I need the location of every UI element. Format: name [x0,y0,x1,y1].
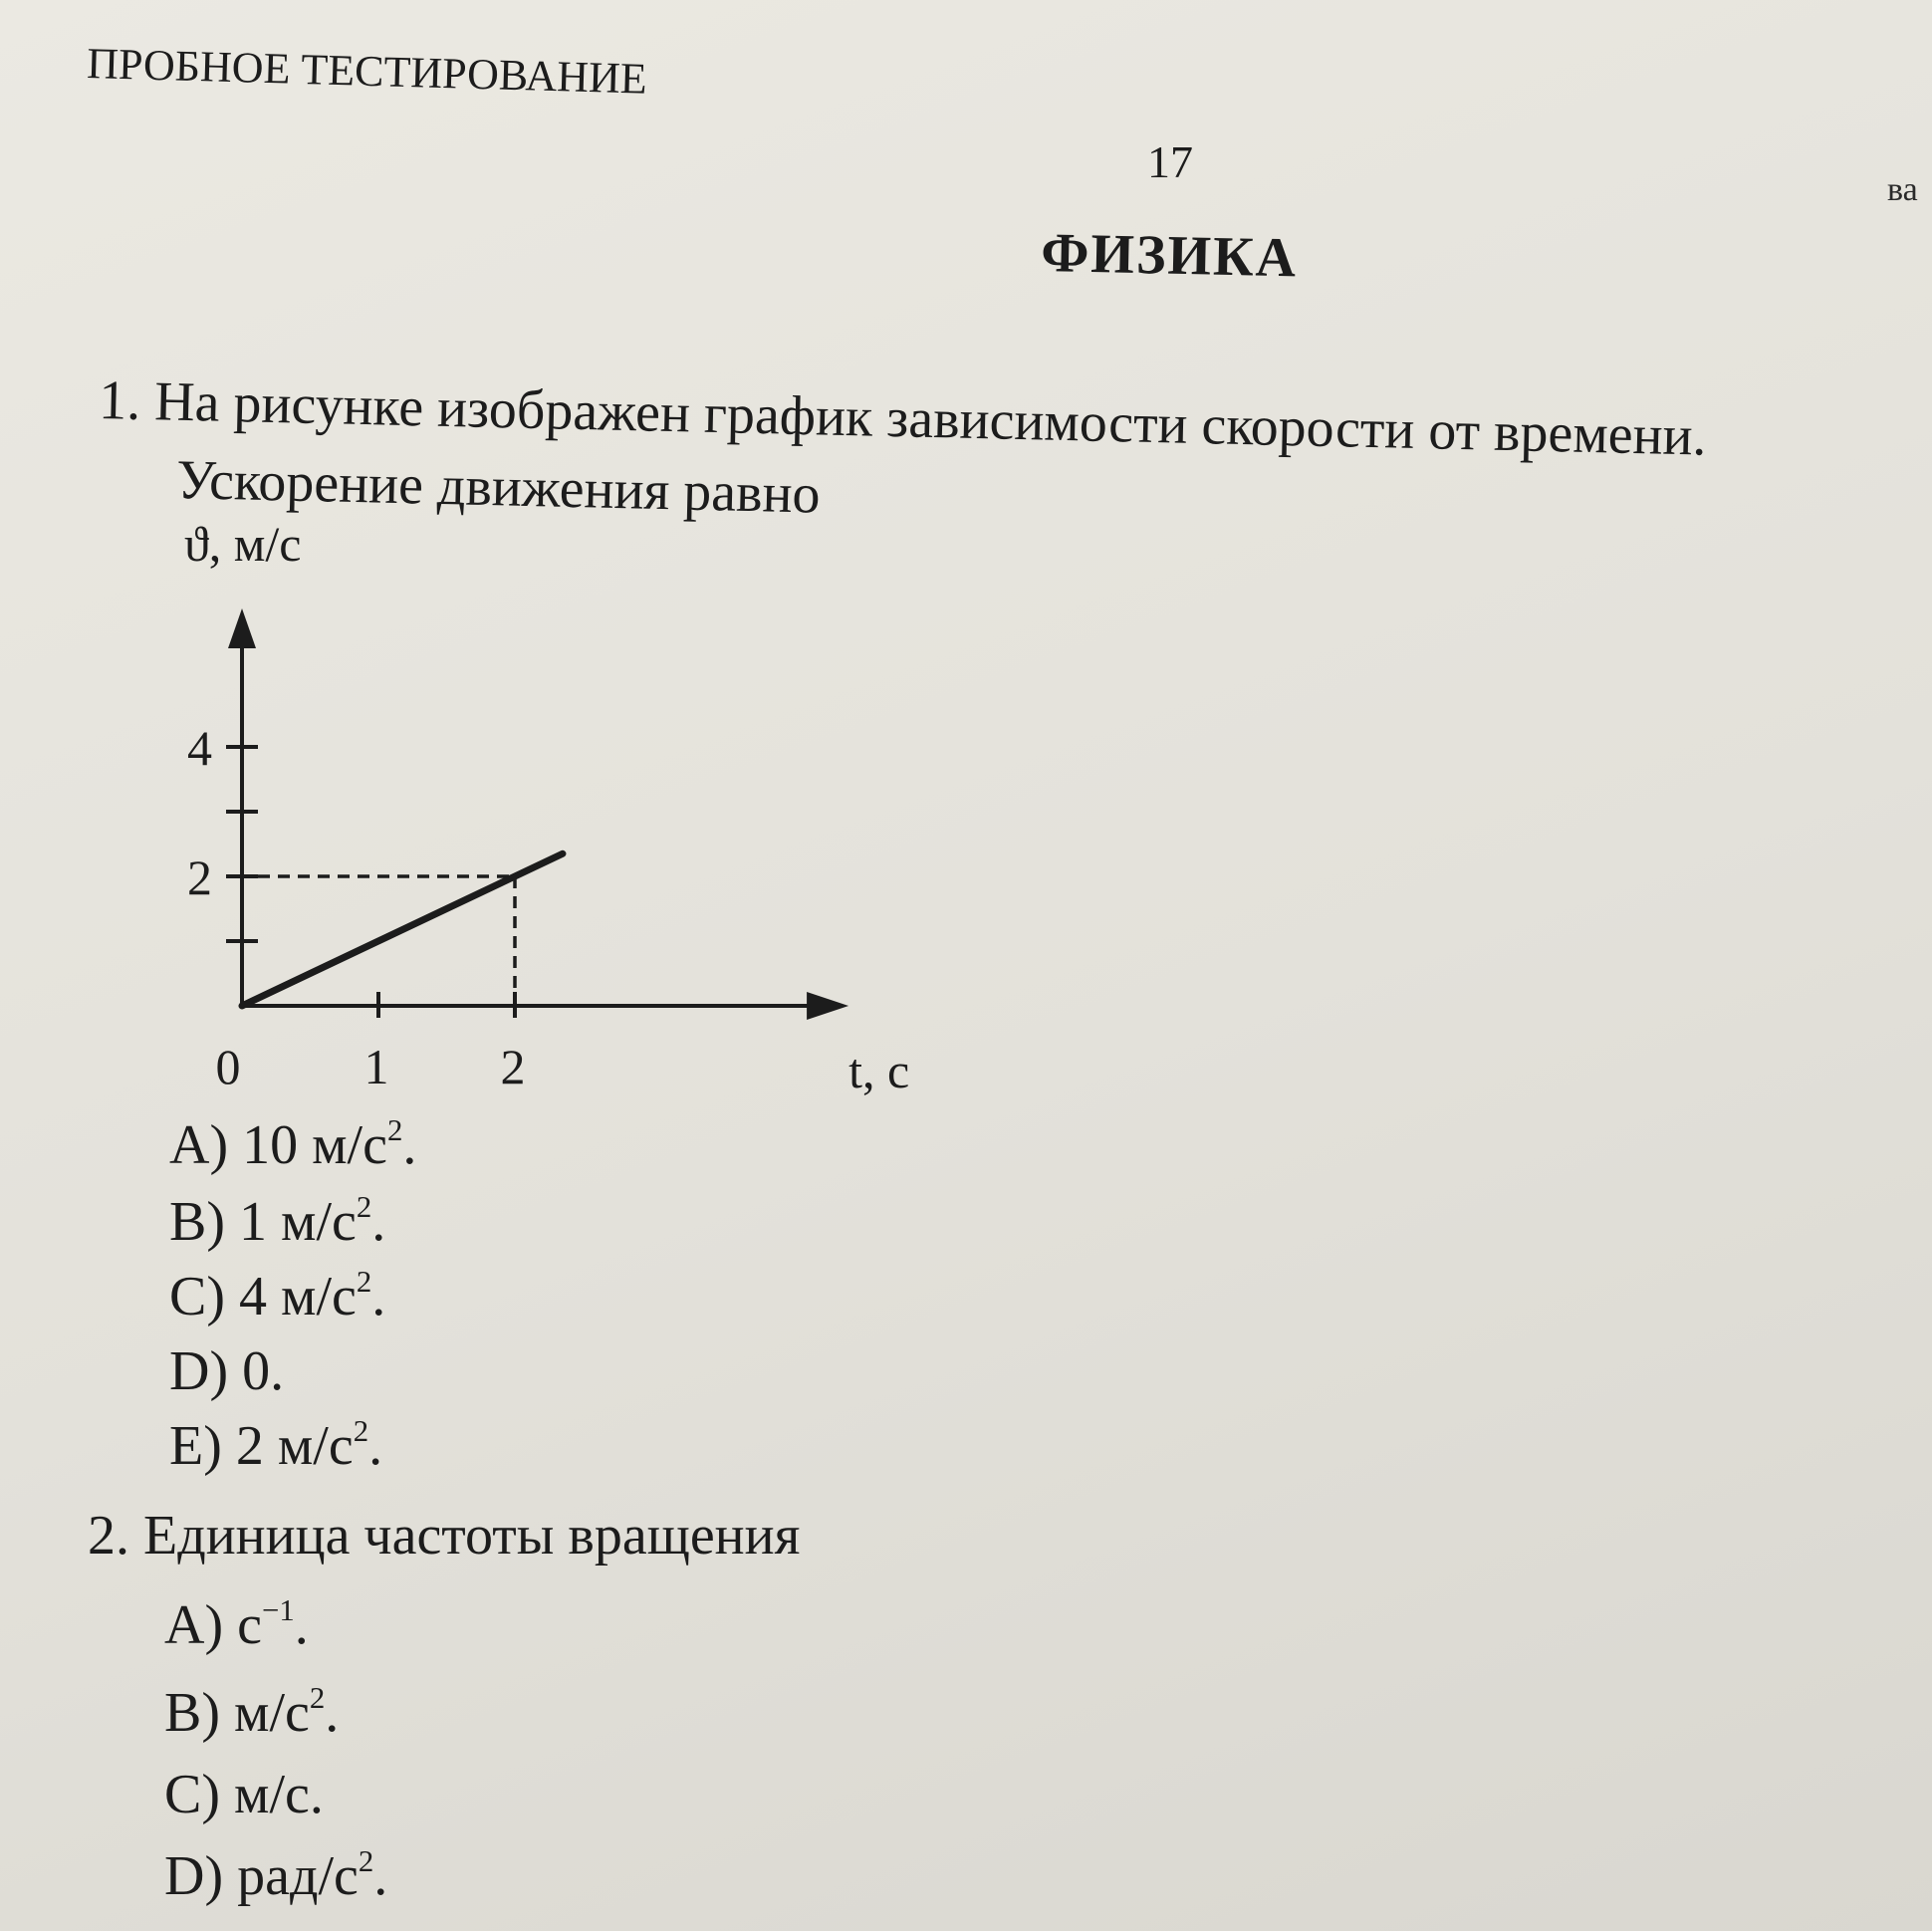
y-axis-arrow-icon [228,608,256,648]
y-tick-label-2: 2 [187,849,212,905]
question-2 [88,1504,800,1568]
subject-title: ФИЗИКА [1040,221,1299,290]
x-tick-label-1: 1 [363,1039,389,1094]
y-axis-label: ϑ, м/с [184,516,302,572]
q1-option-a[interactable]: A) 10 $м/с^2$. [169,1112,417,1176]
question-number: 1. [98,368,141,432]
question-1-line-2: Ускорение движения равно [175,448,822,526]
q2-option-c[interactable]: C) м/с. [164,1764,324,1825]
q1-option-c[interactable]: C) 4 $м/с^2$. [169,1264,386,1328]
edge-text-fragment: ва [1887,171,1918,208]
x-tick-label-2: 2 [500,1039,526,1094]
page-number: 17 [1147,136,1193,187]
q1-option-b[interactable]: B) 1 $м/с^2$. [169,1189,386,1253]
y-tick-label-4: 4 [187,720,212,776]
q1-option-d[interactable]: D) 0. [169,1340,285,1402]
x-axis-arrow-icon [807,992,848,1020]
x-axis-label: t, с [848,1043,910,1098]
question-text: Единица частоты вращения [143,1505,801,1567]
q2-option-b[interactable]: B) $м/с^2$. [164,1680,340,1744]
q2-option-d[interactable]: D) рад/$с^2$. [164,1843,388,1907]
x-tick-label-0: 0 [215,1039,241,1094]
question-number: 2. [88,1505,129,1567]
test-header: ПРОБНОЕ ТЕСТИРОВАНИЕ [86,38,648,104]
q1-option-e[interactable]: E) 2 $м/с^2$. [169,1413,383,1477]
q2-option-a[interactable]: A) $с^{-1}$. [164,1592,309,1656]
question-text: На рисунке изображен график зависимости скорости от времени. [153,370,1708,468]
